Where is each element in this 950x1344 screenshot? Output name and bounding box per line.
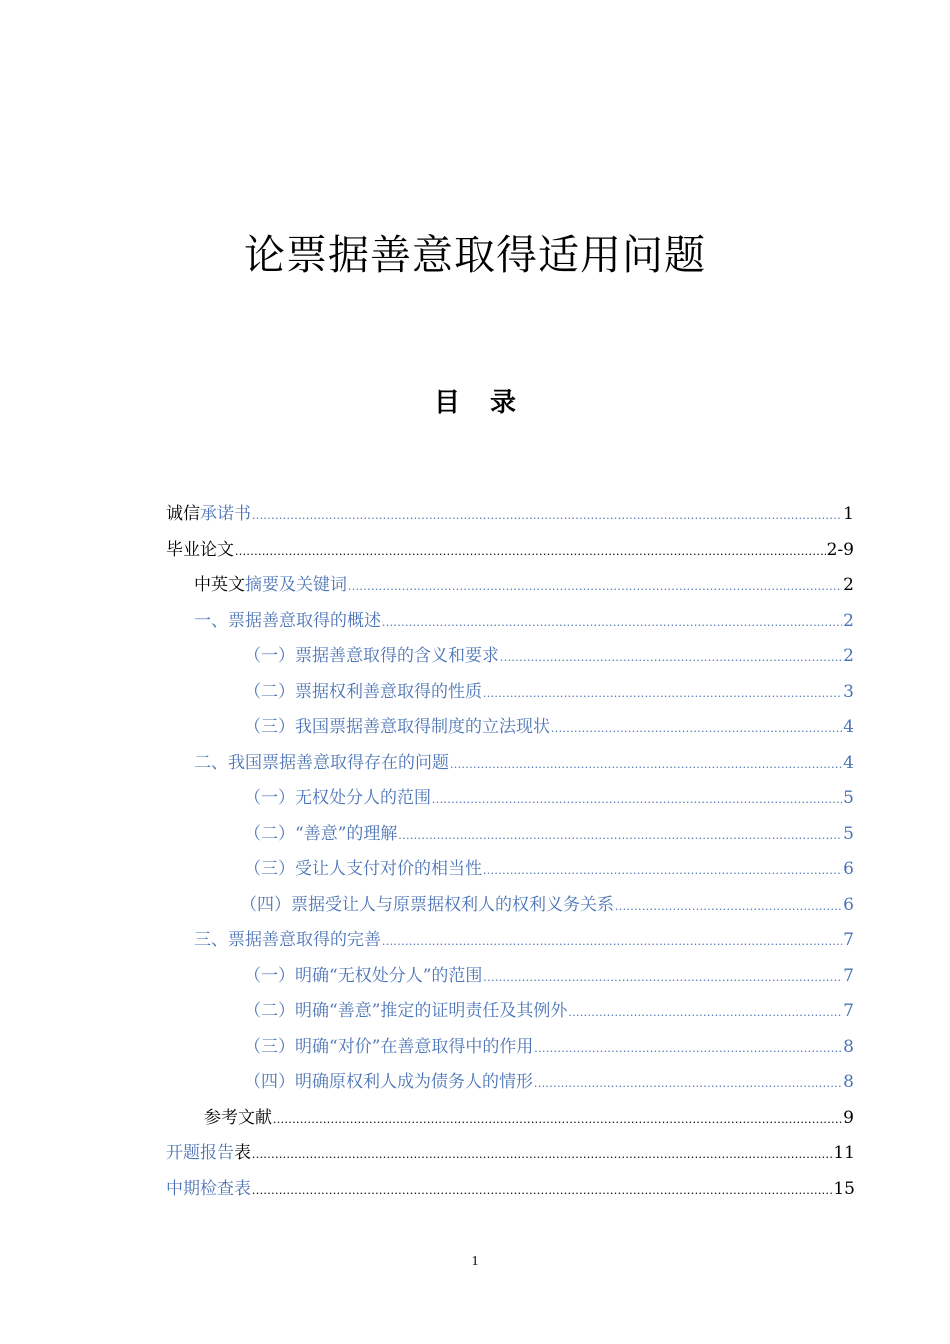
toc-page-number: 6 xyxy=(843,894,854,915)
toc-leader-dots xyxy=(568,994,842,1030)
toc-entry-label[interactable]: 三、票据善意取得的完善 xyxy=(194,930,381,950)
toc-page-number: 7 xyxy=(843,1001,854,1021)
toc-entry-label[interactable]: （三）受让人支付对价的相当性 xyxy=(244,859,482,879)
toc-entry[interactable] xyxy=(244,958,854,994)
toc-entry-label[interactable]: （二）票据权利善意取得的性质 xyxy=(244,681,482,702)
toc-heading-char-1: 目 xyxy=(433,388,460,418)
toc-entry-label[interactable]: 毕业论文 xyxy=(166,539,234,560)
toc-leader-dots xyxy=(450,746,842,782)
toc-entry-label[interactable]: （一）无权处分人的范围 xyxy=(244,788,431,808)
toc-entry-label[interactable]: （二）“善意”的理解 xyxy=(244,823,398,844)
toc-entry[interactable] xyxy=(244,1064,854,1100)
toc-page-number: 2-9 xyxy=(826,539,854,560)
toc-leader-dots xyxy=(483,675,842,711)
toc-entry[interactable] xyxy=(166,1135,855,1171)
toc-entry-prefix: 中英文 xyxy=(194,575,245,595)
toc-leader-dots xyxy=(252,497,842,533)
toc-leader-dots xyxy=(534,1065,842,1101)
toc-entry-label[interactable]: 开题报告 xyxy=(166,1143,234,1163)
toc-page-number: 2 xyxy=(843,575,854,595)
toc-entry-suffix: 表 xyxy=(234,1143,251,1163)
toc-entry-label[interactable]: （四）票据受让人与原票据权利人的权利义务关系 xyxy=(240,894,614,915)
toc-entry-label[interactable]: 中期检查表 xyxy=(166,1178,251,1199)
toc-page-number: 7 xyxy=(843,930,854,950)
toc-entry[interactable] xyxy=(194,603,854,639)
toc-entry[interactable] xyxy=(166,1171,855,1207)
toc-page-number: 5 xyxy=(843,788,854,808)
toc-entry[interactable] xyxy=(244,993,854,1029)
toc-entry-label[interactable]: （四）明确原权利人成为债务人的情形 xyxy=(244,1072,533,1092)
toc-leader-dots xyxy=(615,888,842,924)
toc-entry[interactable] xyxy=(244,851,854,887)
toc-entry[interactable] xyxy=(244,816,854,852)
toc-entry-label[interactable]: 二、我国票据善意取得存在的问题 xyxy=(194,752,449,773)
toc-entry-label[interactable]: （三）我国票据善意取得制度的立法现状 xyxy=(244,717,550,737)
toc-entry[interactable] xyxy=(166,496,854,532)
toc-leader-dots xyxy=(252,1172,832,1208)
toc-entry-label[interactable]: 一、票据善意取得的概述 xyxy=(194,610,381,631)
toc-page-number: 8 xyxy=(843,1036,854,1057)
toc-leader-dots xyxy=(483,852,842,888)
toc-page-number: 4 xyxy=(843,752,854,773)
document-title: 论票据善意取得适用问题 xyxy=(244,231,706,279)
toc-entry-label[interactable]: 承诺书 xyxy=(200,504,251,524)
toc-entry[interactable] xyxy=(194,922,854,958)
toc-page-number: 2 xyxy=(843,646,854,666)
toc-entry-label[interactable]: 摘要及关键词 xyxy=(245,575,347,595)
toc-leader-dots xyxy=(534,1030,842,1066)
toc-entry-label[interactable]: （一）票据善意取得的含义和要求 xyxy=(244,646,499,666)
toc-leader-dots xyxy=(398,817,842,853)
toc-entry[interactable] xyxy=(244,709,854,745)
toc-leader-dots xyxy=(382,604,842,640)
toc-leader-dots xyxy=(235,533,826,569)
toc-entry-label[interactable]: （一）明确“无权处分人”的范围 xyxy=(244,965,483,986)
toc-page-number: 7 xyxy=(843,965,854,986)
toc-entry-prefix: 诚信 xyxy=(166,504,200,524)
toc-page-number: 9 xyxy=(843,1107,854,1128)
toc-heading xyxy=(0,382,950,419)
toc-page-number: 11 xyxy=(833,1143,855,1163)
toc-leader-dots xyxy=(500,639,842,675)
toc-entry-label[interactable]: （二）明确“善意”推定的证明责任及其例外 xyxy=(244,1001,568,1021)
toc-entry[interactable] xyxy=(194,745,854,781)
toc-page-number: 1 xyxy=(843,504,854,524)
toc-page-number: 5 xyxy=(843,823,854,844)
toc-entry[interactable] xyxy=(166,532,854,568)
toc-page-number: 4 xyxy=(843,717,854,737)
toc-entry[interactable] xyxy=(194,567,854,603)
toc-heading-char-2: 录 xyxy=(490,388,517,418)
toc-leader-dots xyxy=(382,923,842,959)
toc-page-number: 6 xyxy=(843,859,854,879)
toc-entry-label[interactable]: （三）明确“对价”在善意取得中的作用 xyxy=(244,1036,534,1057)
toc-leader-dots xyxy=(252,1136,832,1172)
toc-entry-label[interactable]: 参考文献 xyxy=(204,1107,272,1128)
toc-entry[interactable] xyxy=(204,1100,854,1136)
toc-leader-dots xyxy=(483,959,842,995)
toc-page-number: 3 xyxy=(843,681,854,702)
toc-leader-dots xyxy=(348,568,842,604)
toc-leader-dots xyxy=(273,1101,842,1137)
toc-entry[interactable] xyxy=(244,1029,854,1065)
page-number: 1 xyxy=(471,1254,479,1269)
toc-entry[interactable] xyxy=(244,780,854,816)
toc-page-number: 2 xyxy=(843,610,854,631)
toc-entry[interactable] xyxy=(244,674,854,710)
toc-page-number: 8 xyxy=(843,1072,854,1092)
toc-leader-dots xyxy=(551,710,842,746)
toc-page-number: 15 xyxy=(833,1178,855,1199)
toc-entry[interactable] xyxy=(244,638,854,674)
toc-leader-dots xyxy=(432,781,842,817)
toc-entry[interactable] xyxy=(240,887,854,923)
